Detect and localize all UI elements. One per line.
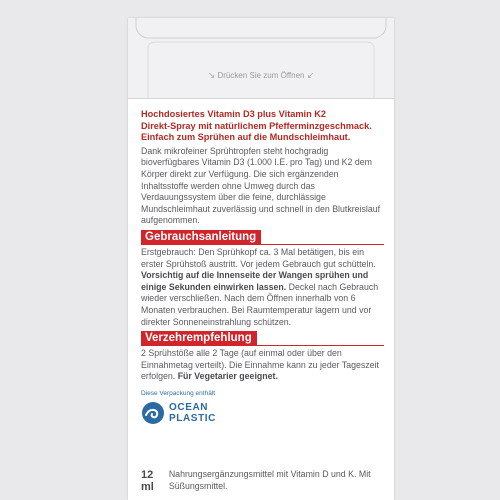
press-arrow-right-icon: ↙ (306, 70, 315, 80)
ocean-logo-line1: OCEAN (169, 401, 209, 413)
open-hint: ↘ Drücken Sie zum Öffnen ↙ (207, 70, 315, 80)
footer-description: Nahrungsergänzungsmittel mit Vitamin D und K. Mit Süßungsmittel. (168, 469, 371, 491)
consumption-heading: Verzehrempfehlung (141, 331, 257, 345)
consumption-text: 2 Sprühstöße alle 2 Tage (auf einmal oder über den Einnahmetag verteilt). Die Einnahme kann zu jeder Tageszeit erfolgen. Für Vegetarier geeignet. (141, 348, 379, 382)
ocean-wave-icon (141, 401, 165, 425)
usage-text: Erstgebrauch: Den Sprühkopf ca. 3 Mal betätigen, bis ein erster Sprühstoß austritt. Vor jedem Gebrauch gut schütteln. Vorsichtig auf die Innenseite der Wangen sprühen und einige Sekunden einwirken lassen. Deckel nach Gebrauch wieder verschließen. Nach dem Öffnen innerhalb von 6 Monaten verbrauchen. Bei Raumtemperatur lagern und vor direkter Sonneneinstrahlung schützen. (141, 246, 379, 327)
packaging-note: Diese Verpackung enthält (141, 389, 216, 397)
info-panel (141, 109, 384, 425)
ocean-plastic-logo (141, 401, 384, 425)
flap-outline (128, 18, 394, 98)
volume-label: 12 ml (141, 469, 154, 493)
usage-divider (141, 244, 384, 245)
tuck-flap[interactable] (128, 18, 394, 99)
product-headline: Hochdosiertes Vitamin D3 plus Vitamin K2 Direkt-Spray mit natürlichem Pfefferminzgeschmack. Einfach zum Sprühen auf die Mundschleimhaut. (141, 109, 372, 143)
press-arrow-left-icon: ↘ (207, 70, 216, 80)
product-box-back (128, 18, 394, 500)
consumption-divider (141, 345, 384, 346)
footer (141, 469, 384, 493)
usage-heading: Gebrauchsanleitung (141, 230, 261, 244)
ocean-logo-line2: PLASTIC (169, 412, 216, 424)
intro-text: Dank mikrofeiner Sprühtropfen steht hochgradig bioverfügbares Vitamin D3 (1.000 I.E. pro Tag) und K2 dem Körper direkt zur Verfügung. Die sich ergänzenden Inhaltsstoffe werden ohne Umweg durch das Verdauungssystem über die feine, durchlässige Mundschleimhaut zuverlässig und schnell in den Blutkreislauf aufgenommen. (141, 145, 381, 226)
